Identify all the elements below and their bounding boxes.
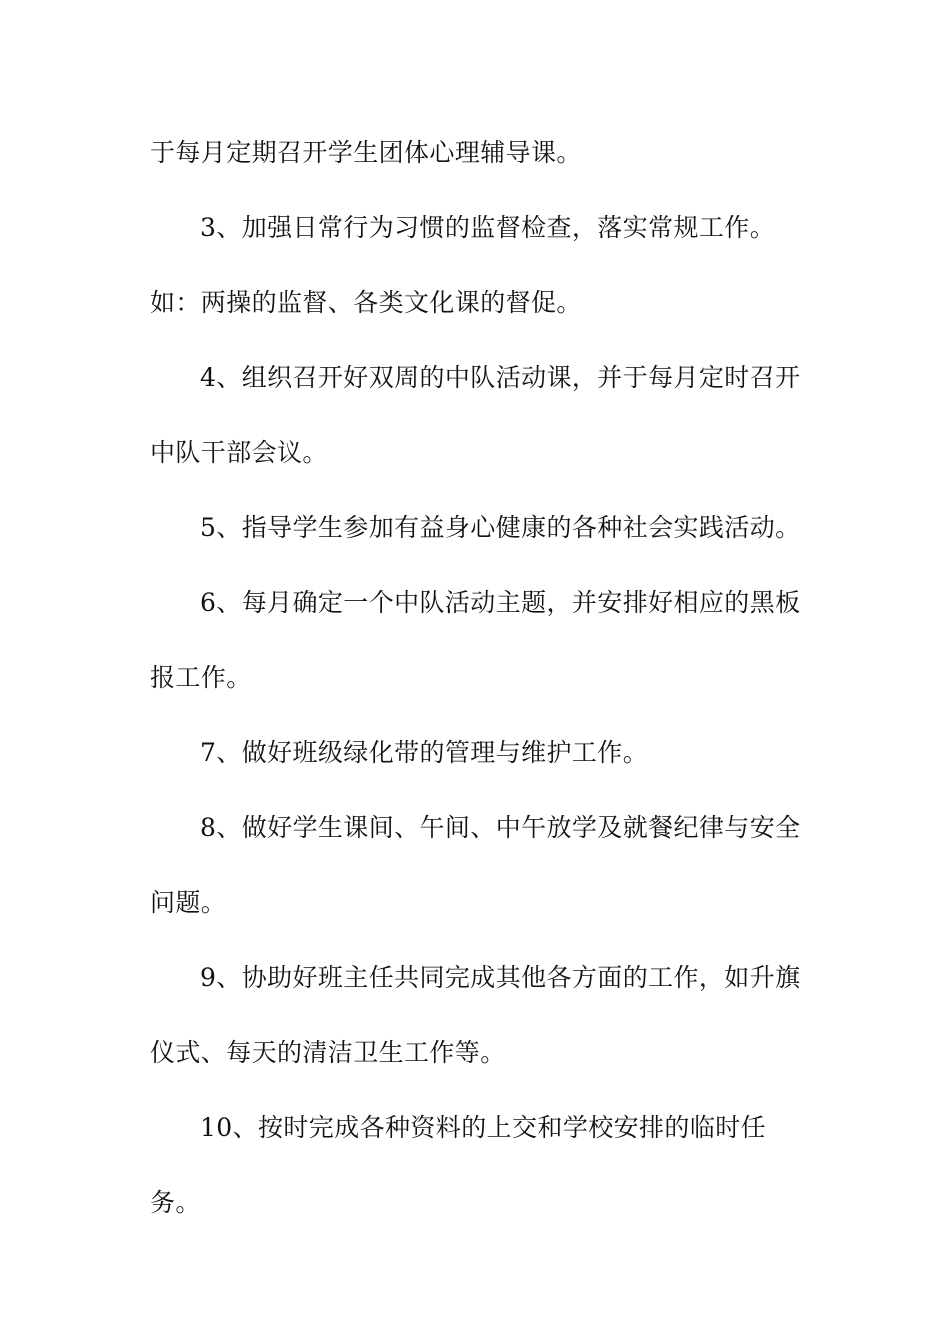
text-line-10: 8、做好学生课间、午间、中午放学及就餐纪律与安全	[200, 813, 801, 842]
text-line-2: 3、加强日常行为习惯的监督检查，落实常规工作。	[200, 213, 776, 242]
text-line-6: 5、指导学生参加有益身心健康的各种社会实践活动。	[200, 513, 801, 542]
text-line-4: 4、组织召开好双周的中队活动课，并于每月定时召开	[200, 363, 801, 392]
text-line-14: 10、按时完成各种资料的上交和学校安排的临时任	[200, 1113, 767, 1142]
text-line-1: 于每月定期召开学生团体心理辅导课。	[150, 138, 582, 167]
text-line-8: 报工作。	[150, 663, 252, 692]
text-line-15: 务。	[150, 1188, 201, 1217]
text-line-12: 9、协助好班主任共同完成其他各方面的工作，如升旗	[200, 963, 801, 992]
text-line-11: 问题。	[150, 888, 227, 917]
text-line-5: 中队干部会议。	[150, 438, 328, 467]
text-line-3: 如：两操的监督、各类文化课的督促。	[150, 288, 582, 317]
text-line-7: 6、每月确定一个中队活动主题，并安排好相应的黑板	[200, 588, 801, 617]
text-line-13: 仪式、每天的清洁卫生工作等。	[150, 1038, 506, 1067]
text-line-9: 7、做好班级绿化带的管理与维护工作。	[200, 738, 649, 767]
